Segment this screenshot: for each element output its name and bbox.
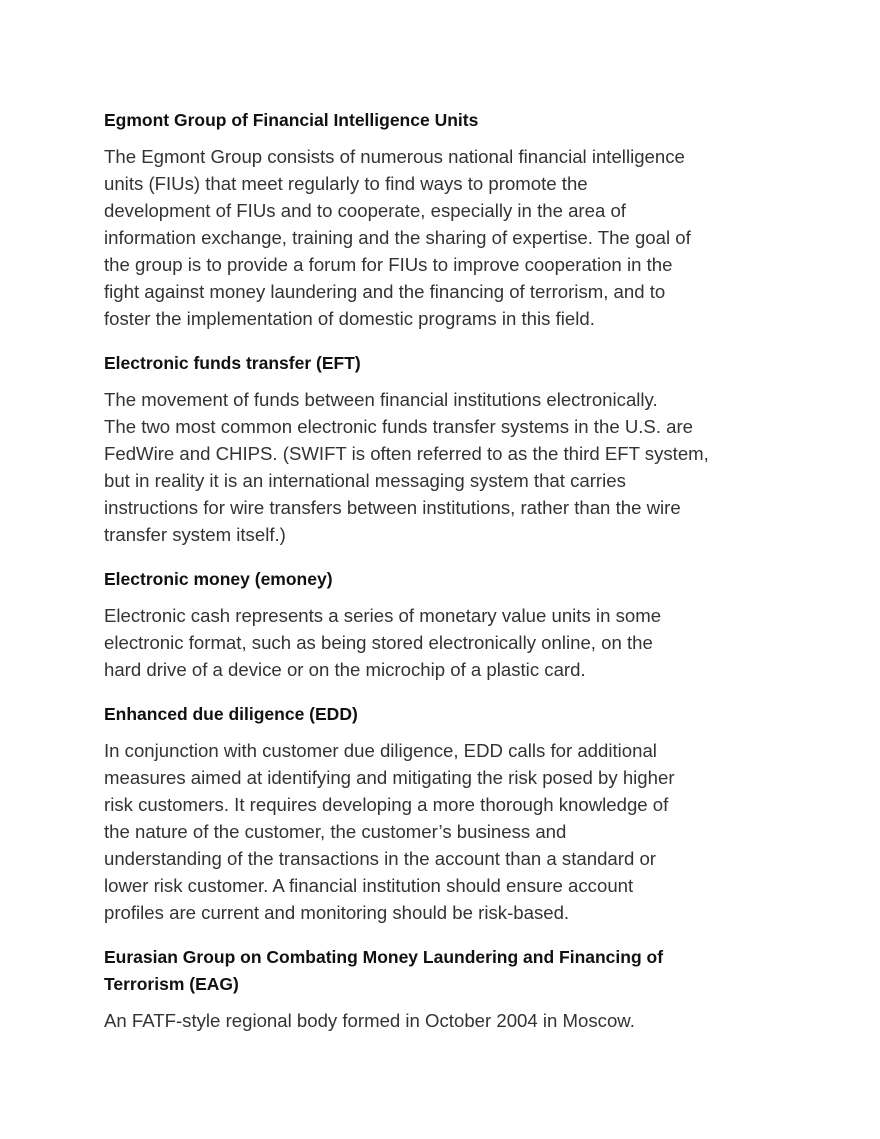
definition-line: An FATF-style regional body formed in October 2004 in Moscow.	[104, 1010, 635, 1031]
glossary-entry	[104, 107, 784, 332]
definition-line: measures aimed at identifying and mitigating the risk posed by higher	[104, 767, 675, 788]
definition-line: electronic format, such as being stored electronically online, on the	[104, 632, 653, 653]
glossary-entry	[104, 944, 784, 1034]
definition-line: information exchange, training and the sharing of expertise. The goal of	[104, 227, 691, 248]
definition-line: The movement of funds between financial institutions electronically.	[104, 389, 658, 410]
definition-line: Electronic cash represents a series of monetary value units in some	[104, 605, 662, 626]
definition-line: hard drive of a device or on the microchip of a plastic card.	[104, 659, 586, 680]
term-line: Eurasian Group on Combating Money Laundering and Financing of	[104, 947, 664, 967]
definition-line: lower risk customer. A financial institution should ensure account	[104, 875, 634, 896]
glossary-entry	[104, 566, 784, 683]
term-line: Egmont Group of Financial Intelligence Units	[104, 110, 479, 130]
glossary-definition	[104, 602, 784, 683]
definition-line: The Egmont Group consists of numerous national financial intelligence	[104, 146, 685, 167]
glossary-term	[104, 701, 784, 728]
definition-line: but in reality it is an international messaging system that carries	[104, 470, 626, 491]
glossary-definition	[104, 386, 784, 548]
definition-line: understanding of the transactions in the account than a standard or	[104, 848, 656, 869]
definition-line: the nature of the customer, the customer’s business and	[104, 821, 567, 842]
definition-line: instructions for wire transfers between institutions, rather than the wire	[104, 497, 681, 518]
definition-line: risk customers. It requires developing a more thorough knowledge of	[104, 794, 669, 815]
glossary-entry	[104, 350, 784, 548]
glossary-definition	[104, 1007, 784, 1034]
glossary-term	[104, 107, 784, 134]
glossary-definition	[104, 143, 784, 332]
glossary-page	[104, 89, 784, 1034]
glossary-term	[104, 350, 784, 377]
definition-line: FedWire and CHIPS. (SWIFT is often referred to as the third EFT system,	[104, 443, 709, 464]
term-line: Electronic funds transfer (EFT)	[104, 353, 361, 373]
term-line: Terrorism (EAG)	[104, 974, 239, 994]
definition-line: the group is to provide a forum for FIUs to improve cooperation in the	[104, 254, 673, 275]
glossary-term	[104, 944, 784, 998]
definition-line: transfer system itself.)	[104, 524, 286, 545]
definition-line: In conjunction with customer due diligence, EDD calls for additional	[104, 740, 657, 761]
definition-line: fight against money laundering and the financing of terrorism, and to	[104, 281, 666, 302]
definition-line: The two most common electronic funds transfer systems in the U.S. are	[104, 416, 694, 437]
term-line: Electronic money (emoney)	[104, 569, 333, 589]
glossary-term	[104, 566, 784, 593]
glossary-entry	[104, 701, 784, 926]
definition-line: foster the implementation of domestic programs in this field.	[104, 308, 595, 329]
definition-line: units (FIUs) that meet regularly to find ways to promote the	[104, 173, 588, 194]
definition-line: development of FIUs and to cooperate, especially in the area of	[104, 200, 626, 221]
glossary-definition	[104, 737, 784, 926]
definition-line: profiles are current and monitoring should be risk-based.	[104, 902, 570, 923]
term-line: Enhanced due diligence (EDD)	[104, 704, 358, 724]
